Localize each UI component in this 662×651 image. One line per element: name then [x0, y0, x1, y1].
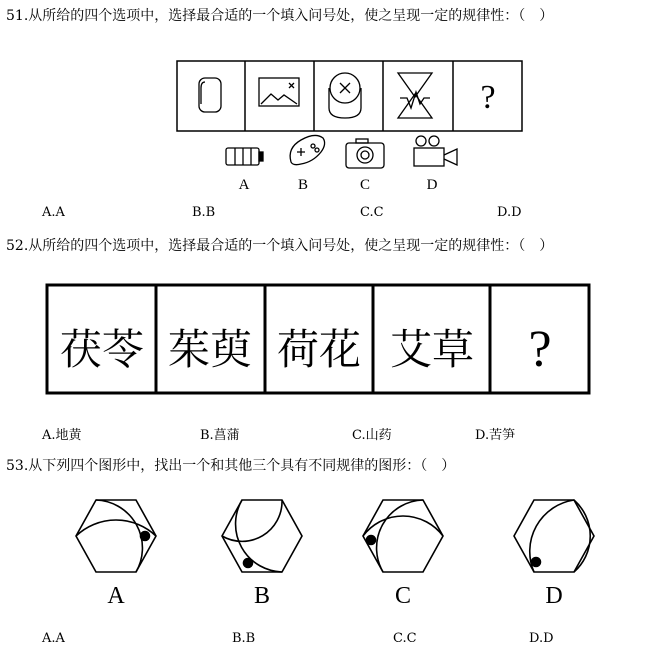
- q52-cell-2: 茱萸: [167, 325, 253, 374]
- gamepad-icon: [290, 135, 324, 164]
- q53-figure-label-a: A: [107, 583, 125, 609]
- q53-figure-a: [76, 500, 156, 572]
- q51-option-b[interactable]: B.B: [192, 205, 216, 220]
- q53-figure-label-c: C: [394, 583, 412, 609]
- q52-cell-3: 荷花: [276, 325, 362, 374]
- battery-icon: [226, 148, 263, 165]
- q53-figure-b: [222, 500, 302, 572]
- q51-choice-label-b: B: [297, 177, 309, 193]
- q53-option-c[interactable]: C.C: [393, 631, 417, 646]
- q53-figure-label-d: D: [545, 583, 563, 609]
- camera-icon: [346, 139, 384, 168]
- question-53-text: 53.从下列四个图形中，找出一个和其他三个具有不同规律的图形：（ ）: [6, 458, 456, 474]
- q51-question-mark: ?: [480, 79, 496, 116]
- q53-figure-d: [514, 500, 594, 572]
- rounded-rectangle-icon: [199, 78, 221, 112]
- landscape-picture-icon: [259, 78, 299, 106]
- q51-choice-label-d: D: [426, 177, 438, 193]
- q52-option-b[interactable]: B.菖蒲: [200, 428, 240, 443]
- q53-option-d[interactable]: D.D: [529, 631, 554, 646]
- q52-option-d[interactable]: D.苦笋: [475, 428, 516, 443]
- q53-figure-c: [363, 500, 443, 572]
- q51-option-c[interactable]: C.C: [360, 205, 384, 220]
- q51-option-d[interactable]: D.D: [497, 205, 522, 220]
- q52-option-a[interactable]: A.地黄: [42, 428, 82, 443]
- question-52-text: 52.从所给的四个选项中，选择最合适的一个填入问号处，使之呈现一定的规律性：（ ）: [6, 238, 554, 254]
- q53-figure-label-b: B: [253, 583, 271, 609]
- q52-cell-4: 艾草: [389, 325, 475, 374]
- q51-option-a[interactable]: A.A: [42, 205, 65, 220]
- q52-option-c[interactable]: C.山药: [352, 428, 392, 443]
- q53-option-b[interactable]: B.B: [232, 631, 256, 646]
- q51-choice-label-a: A: [238, 177, 250, 193]
- q52-cell-1: 茯苓: [59, 325, 145, 374]
- hourglass-triangles-icon: [398, 73, 432, 118]
- circle-x-cylinder-icon: [329, 73, 361, 118]
- video-camera-icon: [414, 136, 457, 166]
- question-51-text: 51.从所给的四个选项中，选择最合适的一个填入问号处，使之呈现一定的规律性：（ ）: [6, 8, 554, 24]
- q52-question-mark: ?: [528, 321, 552, 378]
- q53-option-a[interactable]: A.A: [42, 631, 65, 646]
- q51-choice-label-c: C: [359, 177, 371, 193]
- q51-figure-strip: [177, 61, 522, 131]
